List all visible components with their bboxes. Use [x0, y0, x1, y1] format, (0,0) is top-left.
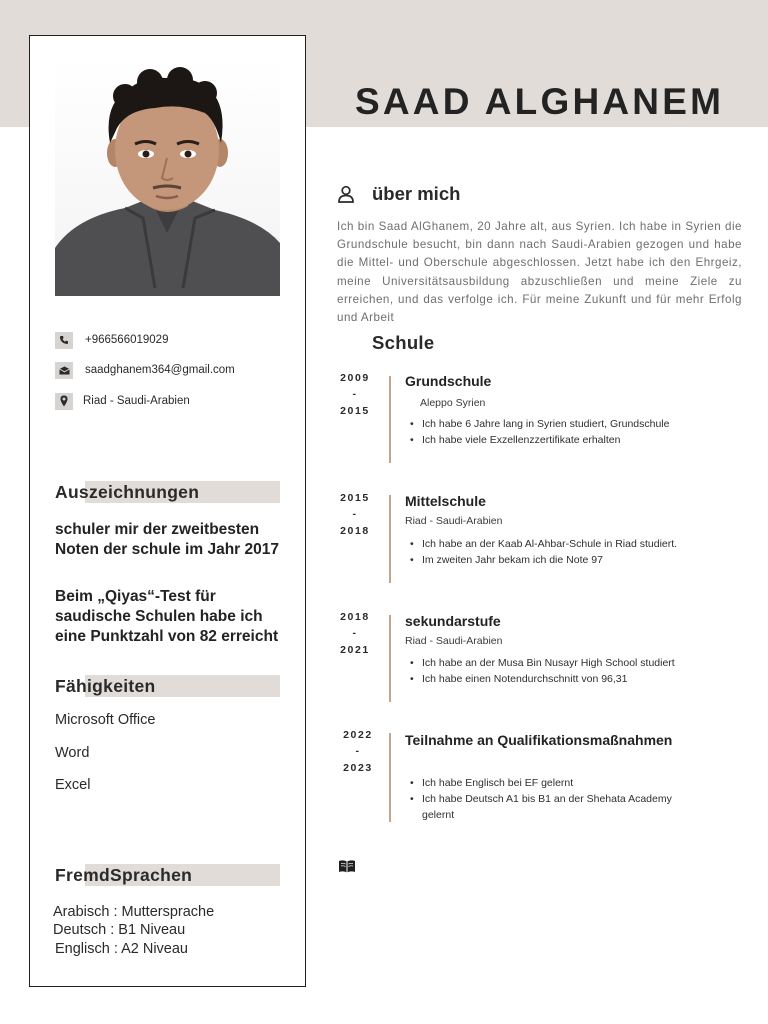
book-icon: [338, 859, 356, 874]
location-text: Riad - Saudi-Arabien: [83, 395, 190, 407]
profile-photo: [55, 58, 280, 296]
list-item: • Im zweiten Jahr bekam ich die Note 97: [405, 552, 680, 568]
award-item: schuler mir der zweitbesten Noten der schule im Jahr 2017: [55, 521, 279, 558]
entry-location: Riad - Saudi-Arabien: [405, 515, 503, 527]
entry-bullets: [405, 775, 705, 823]
entry-location: Aleppo Syrien: [420, 397, 486, 409]
about-heading: [338, 183, 460, 205]
timeline-line: [389, 733, 391, 822]
contact-email[interactable]: [55, 360, 295, 380]
skills-heading: Fähigkeiten: [55, 675, 280, 697]
timeline-years: 2009 - 2015: [340, 372, 370, 417]
about-paragraph: Ich bin Saad AlGhanem, 20 Jahre alt, aus Syrien. Ich habe in Syrien die Grundschule besucht, bin dann nach Saudi-Arabien gezogen und habe die Mittel- und Oberschule abgeschlossen. Jetzt habe ich den Ehrgeiz, meine Universitätsausbildung abzuschließen und meine Ziele zu erreichen, und das verfolge ich. Für meine Zukunft und für mehr Erfolg und Arbeit: [337, 220, 742, 325]
entry-location: Riad - Saudi-Arabien: [405, 635, 503, 647]
list-item: • Ich habe 6 Jahre lang in Syrien studiert, Grundschule: [405, 416, 705, 432]
language-item: Englisch : A2 Niveau: [55, 941, 188, 957]
timeline-line: [389, 615, 391, 702]
award-item: Beim „Qiyas“-Test für saudische Schulen habe ich eine Punktzahl von 82 erreicht: [55, 588, 279, 645]
timeline-line: [389, 376, 391, 463]
resume-name: SAAD ALGHANEM: [355, 81, 725, 122]
awards-heading: Auszeichnungen: [55, 481, 280, 503]
envelope-icon: [55, 362, 73, 379]
person-icon: [338, 185, 354, 203]
language-item: Deutsch : B1 Niveau: [53, 922, 186, 938]
entry-title: Teilnahme an Qualifikationsmaßnahmen: [405, 732, 673, 748]
entry-bullets: [405, 655, 705, 687]
timeline-years: 2022 - 2023: [343, 729, 373, 774]
entry-bullets: [405, 416, 705, 448]
language-item: Arabisch : Muttersprache: [53, 904, 215, 920]
list-item: • Ich habe Englisch bei EF gelernt: [405, 775, 705, 791]
entry-title: Mittelschule: [405, 493, 486, 509]
map-pin-icon: [55, 393, 73, 410]
entry-title: Grundschule: [405, 373, 492, 389]
entry-title: sekundarstufe: [405, 613, 501, 629]
entry-bullets: [405, 536, 680, 568]
skill-item: Word: [55, 745, 90, 761]
list-item: • Ich habe Deutsch A1 bis B1 an der Shehata Academy gelernt: [405, 791, 705, 823]
list-item: • Ich habe an der Musa Bin Nusayr High School studiert: [405, 655, 705, 671]
timeline-years: 2015 - 2018: [340, 492, 370, 537]
skill-item: Microsoft Office: [55, 712, 156, 728]
list-item: • Ich habe viele Exzellenzzertifikate erhalten: [405, 432, 705, 448]
languages-heading: FremdSprachen: [55, 864, 280, 886]
timeline-years: 2018 - 2021: [340, 611, 370, 656]
contact-phone[interactable]: [55, 330, 295, 350]
timeline-line: [389, 495, 391, 583]
list-item: • Ich habe an der Kaab Al-Ahbar-Schule in Riad studiert.: [405, 536, 680, 552]
school-heading: Schule: [372, 332, 435, 353]
phone-icon: [55, 332, 73, 349]
list-item: • Ich habe einen Notendurchschnitt von 96,31: [405, 671, 705, 687]
phone-number: +966566019029: [85, 334, 169, 346]
about-heading-text: über mich: [372, 183, 461, 204]
email-address: saadghanem364@gmail.com: [85, 364, 235, 376]
skill-item: Excel: [55, 777, 91, 793]
contact-location: [55, 391, 295, 411]
